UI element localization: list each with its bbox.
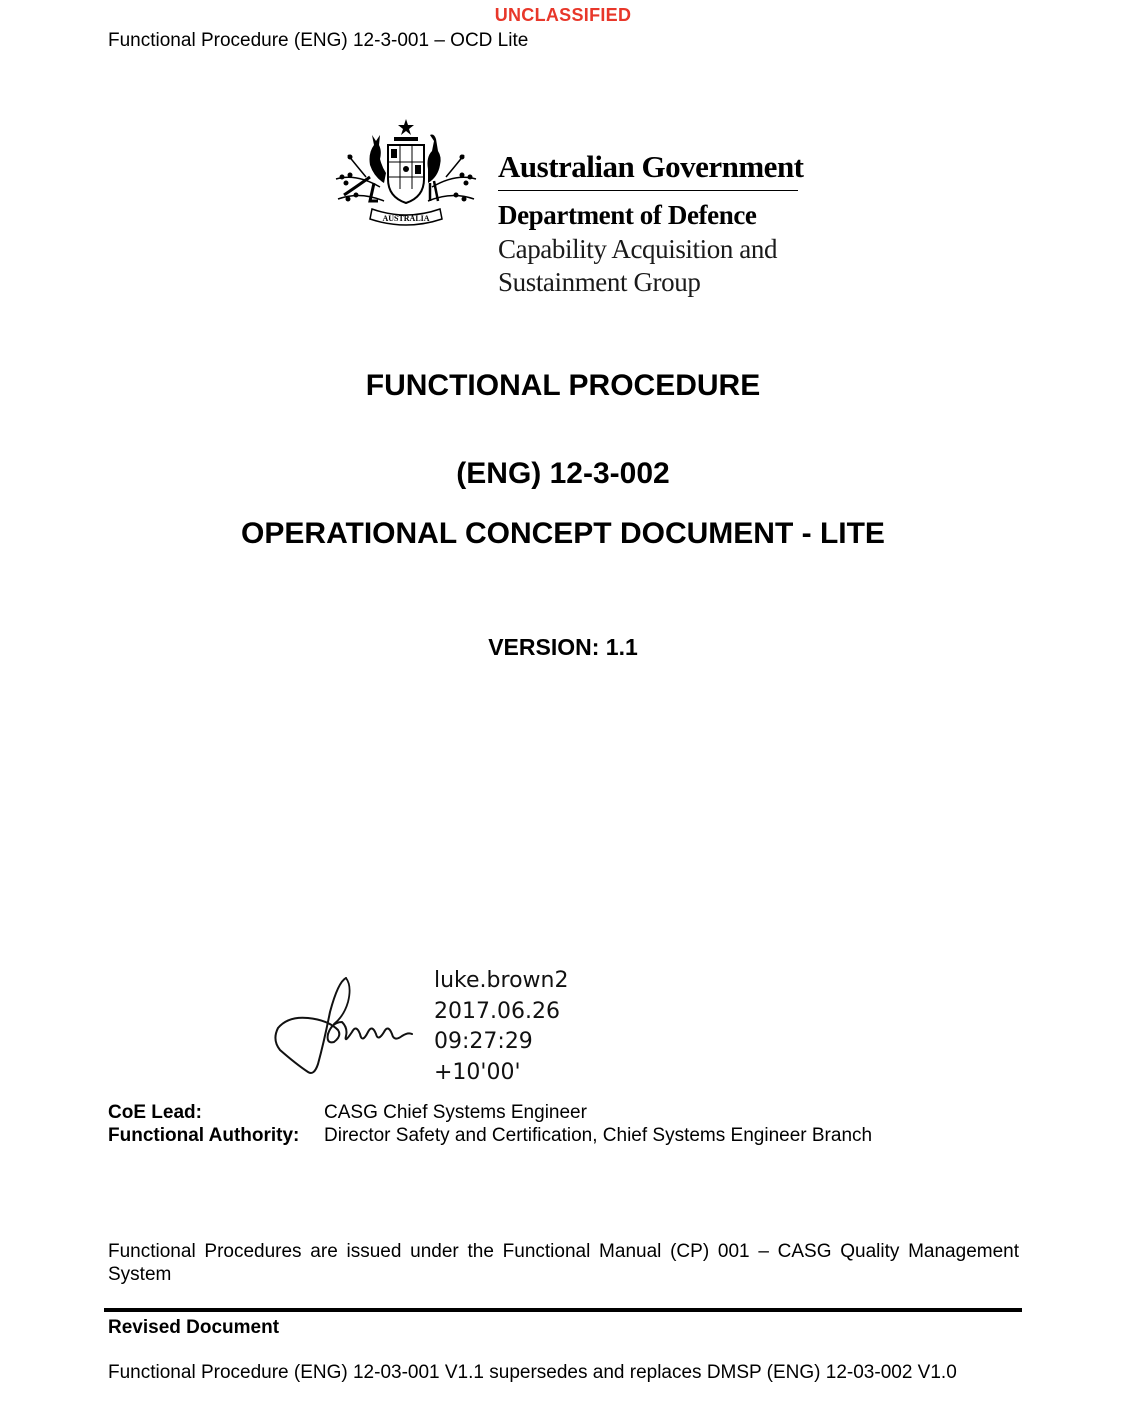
department-name: Department of Defence bbox=[498, 200, 757, 230]
signer-name: luke.brown2 bbox=[434, 968, 569, 993]
coe-lead-label: CoE Lead: bbox=[108, 1102, 202, 1123]
revised-document-text: Functional Procedure (ENG) 12-03-001 V1.1 supersedes and replaces DMSP (ENG) 12-03-002 V1.0 bbox=[108, 1362, 957, 1383]
signature-timezone: +10'00' bbox=[434, 1059, 521, 1085]
version-label: VERSION: 1.1 bbox=[488, 634, 638, 660]
section-divider bbox=[104, 1308, 1022, 1312]
coe-lead-row bbox=[108, 1101, 872, 1124]
signature-time: 09:27:29 bbox=[434, 1029, 533, 1054]
classification-marking: UNCLASSIFIED bbox=[494, 5, 632, 25]
group-name-line2: Sustainment Group bbox=[498, 267, 701, 297]
crest-scroll-text: AUSTRALIA bbox=[382, 214, 430, 223]
group-name-line1: Capability Acquisition and bbox=[498, 234, 778, 264]
document-title: OPERATIONAL CONCEPT DOCUMENT - LITE bbox=[241, 517, 885, 550]
coat-of-arms-icon bbox=[326, 117, 486, 237]
functional-authority-value: Director Safety and Certification, Chief Systems Engineer Branch bbox=[324, 1125, 873, 1146]
revised-document-heading: Revised Document bbox=[108, 1317, 280, 1338]
document-reference-header: Functional Procedure (ENG) 12-3-001 – OCD Lite bbox=[108, 30, 529, 51]
digital-signature-block bbox=[434, 966, 568, 1088]
procedure-number: (ENG) 12-3-002 bbox=[456, 457, 670, 490]
title-line1: FUNCTIONAL PROCEDURE bbox=[365, 369, 761, 402]
signature-date: 2017.06.26 bbox=[434, 998, 560, 1024]
logo-divider bbox=[498, 190, 798, 191]
issuance-statement: Functional Procedures are issued under the Functional Manual (CP) 001 – CASG Quality Management System bbox=[108, 1241, 1019, 1285]
government-logo bbox=[326, 117, 806, 307]
functional-authority-label: Functional Authority: bbox=[108, 1125, 300, 1146]
coe-lead-value: CASG Chief Systems Engineer bbox=[324, 1102, 587, 1123]
government-name: Australian Government bbox=[498, 149, 804, 184]
authority-block bbox=[108, 1101, 872, 1147]
functional-authority-row bbox=[108, 1124, 872, 1147]
handwritten-signature bbox=[268, 972, 418, 1082]
